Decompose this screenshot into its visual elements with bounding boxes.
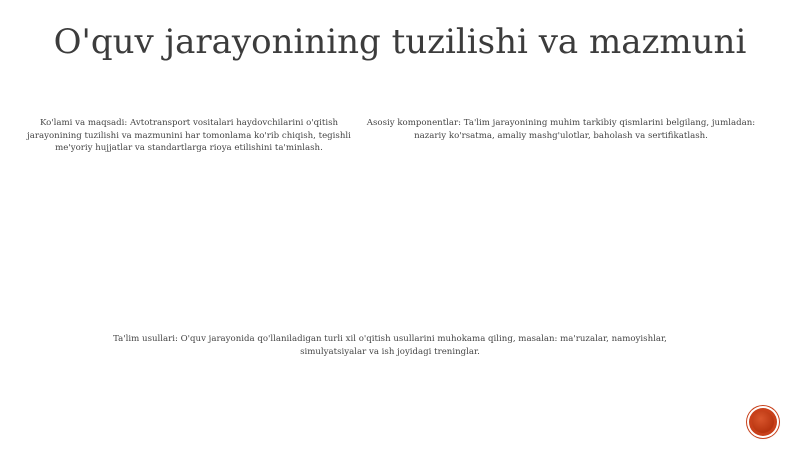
scope-and-goal-text: Ko'lami va maqsadi: Avtotransport vositalari haydovchilarini o'qitish jarayonining tuzilishi va mazmunini har tomonlama ko'rib chiqish, tegishli me'yoriy hujjatlar va standartlarga rioya etilishini ta'minlash. xyxy=(27,118,351,154)
main-components-text: Asosiy komponentlar: Ta'lim jarayonining muhim tarkibiy qismlarini belgilang, jumladan: nazariy ko'rsatma, amaliy mashg'ulotlar, baholash va sertifikatlash. xyxy=(366,118,756,141)
circle-button-icon xyxy=(752,411,774,433)
teaching-methods-text: Ta'lim usullari: O'quv jarayonida qo'llaniladigan turli xil o'qitish usullarini muhokama qiling, masalan: ma'ruzalar, namoyishlar, simulyatsiyalar va ish joyidagi treninglar. xyxy=(113,334,667,357)
slide-nav-button[interactable] xyxy=(749,408,777,436)
slide-title: O'quv jarayonining tuzilishi va mazmuni xyxy=(53,22,747,62)
